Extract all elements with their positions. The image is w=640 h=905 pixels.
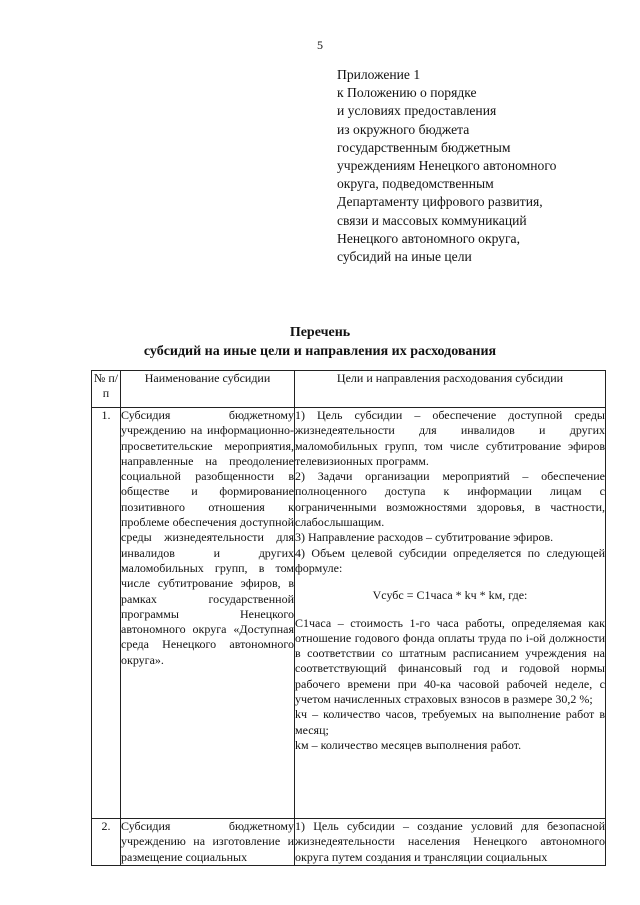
header-name: Наименование субсидии bbox=[121, 371, 295, 408]
formula: Vсубс = С1часа * kч * kм, где: bbox=[372, 588, 528, 603]
goal-paragraph: kч – количество часов, требуемых на выполнение работ в месяц; bbox=[295, 707, 605, 737]
goal-paragraph: С1часа – стоимость 1-го часа работы, определяемая как отношение годового фонда оплаты труда по i-ой должности в соответствии со штатным расписанием учреждения на соответствующий финансовый год и годовой нормы рабочего времени при 40-ка часовой рабочей неделе, с учетом начисленных страховых взносов в размере 30,2 %; bbox=[295, 615, 605, 707]
appendix-line: связи и массовых коммуникаций bbox=[337, 212, 527, 228]
appendix-header bbox=[337, 66, 627, 266]
appendix-line: из окружного бюджета bbox=[337, 121, 470, 137]
goal-paragraph: 3) Направление расходов – субтитрование эфиров. bbox=[295, 530, 554, 545]
table-row bbox=[92, 408, 606, 819]
row-number: 1. bbox=[92, 408, 121, 819]
appendix-line: округа, подведомственным bbox=[337, 176, 494, 192]
title-line-1: Перечень bbox=[289, 325, 351, 340]
goal-paragraph: kм – количество месяцев выполнения работ. bbox=[295, 737, 522, 752]
appendix-line: учреждениям Ненецкого автономного bbox=[337, 158, 557, 174]
header-goals: Цели и направления расходования субсидии bbox=[295, 371, 606, 408]
appendix-line: Приложение 1 bbox=[337, 67, 421, 82]
header-num: № п/п bbox=[92, 371, 121, 408]
appendix-line: Департаменту цифрового развития, bbox=[337, 194, 543, 210]
page-number: 5 bbox=[317, 38, 323, 52]
table-row bbox=[92, 819, 606, 866]
goal-paragraph: 2) Задачи организации мероприятий – обеспечение полноценного доступа к информации лицам с ограниченными возможностями здоровья, в частности, слабослышащим. bbox=[295, 469, 605, 530]
subsidy-goals bbox=[295, 408, 606, 819]
subsidy-name: Субсидия бюджетному учреждению на изготовление и размещение социальных bbox=[121, 819, 294, 864]
subsidy-goals bbox=[295, 819, 606, 866]
table-header-row bbox=[92, 371, 606, 408]
goal-paragraph: 4) Объем целевой субсидии определяется по следующей формуле: bbox=[295, 545, 605, 575]
title-line-2: субсидий на иные цели и направления их расходования bbox=[143, 344, 497, 359]
subsidy-name: Субсидия бюджетному учреждению на информационно-просветительские мероприятия, направленные на преодоление социальной разобщенности в обществе и формирование позитивного отношения к проблеме обеспечения доступной среды жизнедеятельности для инвалидов и других маломобильных групп, в том числе субтитрование эфиров, в рамках государственной программы Ненецкого автономного округа «Доступная среда Ненецкого автономного округа». bbox=[121, 408, 295, 819]
goal-paragraph: 1) Цель субсидии – создание условий для безопасной жизнедеятельности населения Ненецкого автономного округа путем создания и трансляции социальных bbox=[295, 819, 605, 864]
document-title bbox=[0, 323, 640, 361]
goal-paragraph: 1) Цель субсидии – обеспечение доступной среды жизнедеятельности для инвалидов и других маломобильных групп, том числе субтитрование эфиров телевизионных программ. bbox=[295, 408, 605, 468]
appendix-line: и условиях предоставления bbox=[337, 103, 497, 119]
subsidies-table bbox=[91, 370, 606, 866]
appendix-line: субсидий на иные цели bbox=[337, 249, 472, 265]
appendix-line: к Положению о порядке bbox=[337, 85, 477, 101]
appendix-line: государственным бюджетным bbox=[337, 139, 511, 155]
appendix-line: Ненецкого автономного округа, bbox=[337, 230, 520, 246]
row-number: 2. bbox=[92, 819, 121, 866]
